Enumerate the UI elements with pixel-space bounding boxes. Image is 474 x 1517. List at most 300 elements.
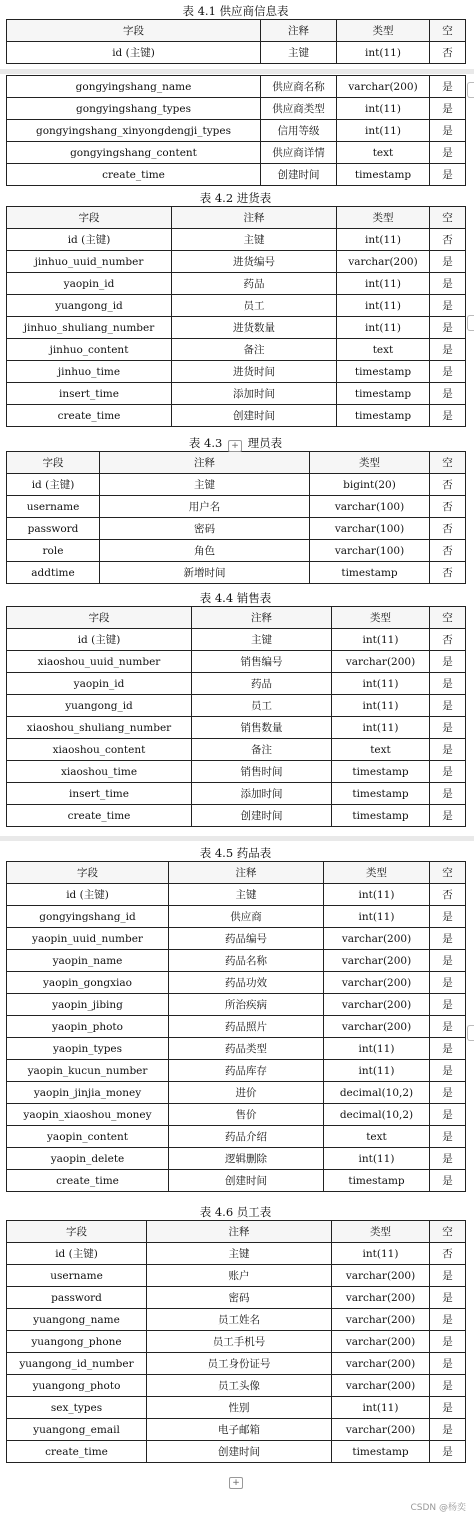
header-comment: 注释 [261,20,337,42]
table-row [7,1170,466,1192]
cell-type: bigint(20) [310,474,430,496]
table-row [7,1038,466,1060]
cell-null: 是 [430,1397,466,1419]
cell-comment: 供应商类型 [261,98,337,120]
header-type: 类型 [337,207,430,229]
cell-type: timestamp [337,383,430,405]
cell-comment: 员工手机号 [147,1331,332,1353]
cell-field: addtime [7,562,100,584]
cell-field: yuangong_photo [7,1375,147,1397]
cell-type: timestamp [324,1170,430,1192]
cell-comment: 员工头像 [147,1375,332,1397]
cell-null: 否 [430,42,466,64]
table-row [7,1397,466,1419]
table-caption: 表 4.4 销售表 [199,591,272,605]
cell-null: 是 [430,906,466,928]
cell-field: id (主键) [7,884,169,906]
cell-null: 否 [430,884,466,906]
cell-null: 是 [430,1104,466,1126]
cell-type: varchar(200) [332,651,430,673]
cell-null: 是 [430,98,466,120]
cell-field: insert_time [7,783,192,805]
cell-field: yuangong_id [7,295,172,317]
header-comment: 注释 [100,452,310,474]
table-row [7,695,466,717]
table-row [7,295,466,317]
header-comment: 注释 [192,607,332,629]
cell-null: 是 [430,1060,466,1082]
cell-comment: 账户 [147,1265,332,1287]
table-row [7,1016,466,1038]
cell-field: yaopin_jibing [7,994,169,1016]
schema-table [6,19,466,64]
table-row [7,273,466,295]
schema-table [6,606,466,827]
cell-field: id (主键) [7,629,192,651]
cell-comment: 销售数量 [192,717,332,739]
cell-comment: 创建时间 [169,1170,324,1192]
table-row [7,361,466,383]
header-field: 字段 [7,207,172,229]
cell-null: 是 [430,1082,466,1104]
cell-type: varchar(200) [332,1331,430,1353]
table-row [7,317,466,339]
table-row [7,1243,466,1265]
caption-number: 表 4.3 [188,436,223,450]
add-icon[interactable]: + [228,440,242,452]
cell-comment: 所治疾病 [169,994,324,1016]
table-row [7,339,466,361]
cell-field: yaopin_id [7,673,192,695]
cell-null: 是 [430,76,466,98]
cell-null: 是 [430,1419,466,1441]
cell-null: 是 [430,761,466,783]
cell-type: int(11) [337,42,430,64]
cell-null: 是 [430,120,466,142]
cell-type: varchar(200) [332,1309,430,1331]
table-row [7,1287,466,1309]
cell-field: create_time [7,1170,169,1192]
cell-comment: 角色 [100,540,310,562]
cell-comment: 信用等级 [261,120,337,142]
cell-null: 是 [430,994,466,1016]
header-field: 字段 [7,607,192,629]
cell-field: gongyingshang_name [7,76,261,98]
cell-type: int(11) [324,1148,430,1170]
table-row [7,761,466,783]
cell-type: varchar(200) [332,1287,430,1309]
table-row [7,994,466,1016]
cell-null: 是 [430,739,466,761]
table-row [7,405,466,427]
table-row [7,884,466,906]
cell-null: 是 [430,317,466,339]
cell-comment: 添加时间 [192,783,332,805]
cell-comment: 添加时间 [172,383,337,405]
cell-null: 是 [430,251,466,273]
cell-type: int(11) [332,717,430,739]
header-row [7,1221,466,1243]
table-row [7,42,466,64]
cell-comment: 备注 [172,339,337,361]
cell-field: yuangong_name [7,1309,147,1331]
cell-null: 是 [430,1016,466,1038]
cell-comment: 药品照片 [169,1016,324,1038]
table-4-1-cont [6,75,465,186]
header-comment: 注释 [172,207,337,229]
cell-null: 是 [430,1309,466,1331]
header-null: 空 [430,20,466,42]
cell-null: 是 [430,164,466,186]
header-field: 字段 [7,862,169,884]
cell-null: 否 [430,1243,466,1265]
schema-table [6,75,466,186]
header-row [7,20,466,42]
cell-null: 是 [430,142,466,164]
table-row [7,950,466,972]
cell-field: yuangong_phone [7,1331,147,1353]
cell-field: yaopin_jinjia_money [7,1082,169,1104]
table-row [7,972,466,994]
cell-field: role [7,540,100,562]
table-caption: 表 4.5 药品表 [199,846,272,860]
side-handle[interactable] [467,1025,474,1041]
cell-type: text [324,1126,430,1148]
table-row [7,673,466,695]
cell-comment: 创建时间 [192,805,332,827]
cell-field: id (主键) [7,42,261,64]
header-row [7,207,466,229]
cell-field: gongyingshang_xinyongdengji_types [7,120,261,142]
cell-type: int(11) [337,273,430,295]
cell-type: varchar(100) [310,518,430,540]
cell-field: yaopin_name [7,950,169,972]
cell-field: password [7,1287,147,1309]
cell-type: varchar(200) [324,994,430,1016]
cell-comment: 进货编号 [172,251,337,273]
table-caption: 表 4.6 员工表 [199,1205,272,1219]
table-4-1 [6,3,465,64]
cell-comment: 创建时间 [172,405,337,427]
cell-field: create_time [7,805,192,827]
cell-null: 是 [430,950,466,972]
caption-title: 理员表 [247,436,283,450]
cell-field: jinhuo_uuid_number [7,251,172,273]
table-4-3 [6,435,465,584]
header-row [7,452,466,474]
cell-comment: 员工 [192,695,332,717]
table-row [7,120,466,142]
cell-comment: 创建时间 [147,1441,332,1463]
cell-type: text [337,339,430,361]
cell-null: 是 [430,1331,466,1353]
cell-type: varchar(100) [310,540,430,562]
table-4-6 [6,1204,465,1463]
cell-comment: 新增时间 [100,562,310,584]
table-row [7,540,466,562]
cell-null: 否 [430,229,466,251]
cell-null: 是 [430,695,466,717]
cell-comment: 药品名称 [169,950,324,972]
cell-null: 是 [430,1441,466,1463]
cell-null: 是 [430,405,466,427]
cell-field: xiaoshou_time [7,761,192,783]
table-row [7,1441,466,1463]
cell-type: timestamp [337,164,430,186]
table-caption: 表 4.1 供应商信息表 [182,4,289,18]
cell-field: gongyingshang_types [7,98,261,120]
table-row [7,1265,466,1287]
side-handle[interactable] [467,315,474,331]
cell-comment: 药品 [172,273,337,295]
header-null: 空 [430,1221,466,1243]
cell-field: yaopin_gongxiao [7,972,169,994]
table-row [7,142,466,164]
cell-comment: 主键 [169,884,324,906]
cell-type: int(11) [332,1397,430,1419]
schema-table [6,451,466,584]
table-row [7,717,466,739]
cell-field: yuangong_id [7,695,192,717]
cell-field: yuangong_email [7,1419,147,1441]
page-gap [0,69,474,74]
cell-type: int(11) [337,229,430,251]
cell-type: timestamp [310,562,430,584]
cell-type: int(11) [332,1243,430,1265]
cell-null: 是 [430,1265,466,1287]
cell-null: 否 [430,629,466,651]
cell-type: timestamp [332,805,430,827]
cell-null: 是 [430,1038,466,1060]
cell-type: timestamp [332,783,430,805]
schema-table [6,206,466,427]
cell-type: timestamp [332,1441,430,1463]
cell-field: id (主键) [7,474,100,496]
cell-null: 是 [430,805,466,827]
header-null: 空 [430,207,466,229]
cell-comment: 进货数量 [172,317,337,339]
cell-field: xiaoshou_shuliang_number [7,717,192,739]
cell-null: 否 [430,562,466,584]
table-row [7,1419,466,1441]
cell-null: 是 [430,783,466,805]
cell-comment: 供应商名称 [261,76,337,98]
cell-type: int(11) [337,120,430,142]
cell-type: int(11) [324,906,430,928]
cell-type: varchar(100) [310,496,430,518]
cell-field: xiaoshou_uuid_number [7,651,192,673]
cell-null: 否 [430,518,466,540]
cell-type: decimal(10,2) [324,1104,430,1126]
cell-type: int(11) [332,629,430,651]
table-caption: 表 4.2 进货表 [199,191,272,205]
table-row [7,928,466,950]
cell-type: text [332,739,430,761]
cell-null: 是 [430,928,466,950]
cell-null: 否 [430,496,466,518]
table-row [7,251,466,273]
cell-comment: 主键 [100,474,310,496]
cell-comment: 药品类型 [169,1038,324,1060]
cell-type: int(11) [337,295,430,317]
cell-comment: 员工 [172,295,337,317]
cell-type: varchar(200) [324,1016,430,1038]
table-row [7,1309,466,1331]
cell-comment: 主键 [192,629,332,651]
side-handle[interactable] [467,82,474,98]
cell-comment: 员工姓名 [147,1309,332,1331]
table-row [7,229,466,251]
cell-comment: 密码 [147,1287,332,1309]
cell-comment: 主键 [261,42,337,64]
table-row [7,518,466,540]
add-icon[interactable]: + [229,1477,243,1489]
cell-field: jinhuo_time [7,361,172,383]
cell-type: int(11) [324,1060,430,1082]
cell-comment: 药品介绍 [169,1126,324,1148]
table-row [7,1148,466,1170]
cell-type: int(11) [337,98,430,120]
page-gap [0,836,474,841]
table-4-5 [6,845,465,1192]
cell-null: 是 [430,972,466,994]
header-null: 空 [430,607,466,629]
cell-null: 否 [430,474,466,496]
cell-type: varchar(200) [332,1375,430,1397]
cell-null: 是 [430,339,466,361]
cell-null: 是 [430,1375,466,1397]
table-row [7,76,466,98]
table-row [7,1331,466,1353]
table-row [7,1104,466,1126]
header-field: 字段 [7,1221,147,1243]
cell-field: create_time [7,1441,147,1463]
cell-comment: 主键 [172,229,337,251]
cell-field: username [7,496,100,518]
cell-comment: 密码 [100,518,310,540]
cell-field: jinhuo_content [7,339,172,361]
cell-comment: 药品功效 [169,972,324,994]
cell-comment: 药品 [192,673,332,695]
cell-null: 是 [430,1148,466,1170]
cell-field: yaopin_xiaoshou_money [7,1104,169,1126]
header-comment: 注释 [147,1221,332,1243]
cell-type: int(11) [332,695,430,717]
cell-type: varchar(200) [332,1265,430,1287]
cell-comment: 销售时间 [192,761,332,783]
cell-null: 是 [430,673,466,695]
table-row [7,383,466,405]
cell-field: yaopin_content [7,1126,169,1148]
cell-type: int(11) [324,884,430,906]
cell-comment: 逻辑删除 [169,1148,324,1170]
cell-type: int(11) [337,317,430,339]
table-row [7,562,466,584]
cell-type: decimal(10,2) [324,1082,430,1104]
table-row [7,1126,466,1148]
cell-type: varchar(200) [324,972,430,994]
cell-null: 是 [430,1287,466,1309]
table-row [7,739,466,761]
cell-null: 是 [430,273,466,295]
cell-field: id (主键) [7,229,172,251]
cell-null: 是 [430,295,466,317]
cell-comment: 性别 [147,1397,332,1419]
header-field: 字段 [7,20,261,42]
table-row [7,164,466,186]
cell-type: varchar(200) [332,1419,430,1441]
cell-type: timestamp [332,761,430,783]
cell-type: int(11) [332,673,430,695]
schema-table [6,861,466,1192]
cell-field: yaopin_types [7,1038,169,1060]
cell-field: id (主键) [7,1243,147,1265]
cell-comment: 用户名 [100,496,310,518]
table-row [7,1082,466,1104]
cell-type: varchar(200) [324,928,430,950]
cell-type: int(11) [324,1038,430,1060]
cell-comment: 供应商 [169,906,324,928]
cell-type: varchar(200) [324,950,430,972]
cell-field: yuangong_id_number [7,1353,147,1375]
cell-type: varchar(200) [337,76,430,98]
header-row [7,862,466,884]
cell-field: create_time [7,405,172,427]
cell-field: gongyingshang_content [7,142,261,164]
header-null: 空 [430,452,466,474]
table-row [7,805,466,827]
header-type: 类型 [310,452,430,474]
cell-null: 是 [430,383,466,405]
cell-null: 是 [430,361,466,383]
cell-type: varchar(200) [337,251,430,273]
table-row [7,1060,466,1082]
cell-null: 是 [430,1126,466,1148]
cell-comment: 进价 [169,1082,324,1104]
header-type: 类型 [332,1221,430,1243]
cell-field: insert_time [7,383,172,405]
cell-field: yaopin_delete [7,1148,169,1170]
cell-null: 是 [430,1353,466,1375]
cell-null: 是 [430,717,466,739]
table-row [7,474,466,496]
cell-field: yaopin_id [7,273,172,295]
table-row [7,651,466,673]
cell-comment: 主键 [147,1243,332,1265]
cell-field: yaopin_kucun_number [7,1060,169,1082]
header-type: 类型 [337,20,430,42]
table-row [7,1375,466,1397]
cell-field: password [7,518,100,540]
cell-comment: 药品编号 [169,928,324,950]
table-row [7,496,466,518]
cell-comment: 备注 [192,739,332,761]
cell-field: jinhuo_shuliang_number [7,317,172,339]
cell-comment: 进货时间 [172,361,337,383]
cell-type: timestamp [337,405,430,427]
header-row [7,607,466,629]
table-row [7,629,466,651]
cell-field: gongyingshang_id [7,906,169,928]
cell-type: text [337,142,430,164]
watermark: CSDN @杨奕 [410,1503,466,1513]
header-field: 字段 [7,452,100,474]
header-comment: 注释 [169,862,324,884]
cell-comment: 供应商详情 [261,142,337,164]
header-type: 类型 [324,862,430,884]
cell-field: yaopin_photo [7,1016,169,1038]
table-row [7,906,466,928]
